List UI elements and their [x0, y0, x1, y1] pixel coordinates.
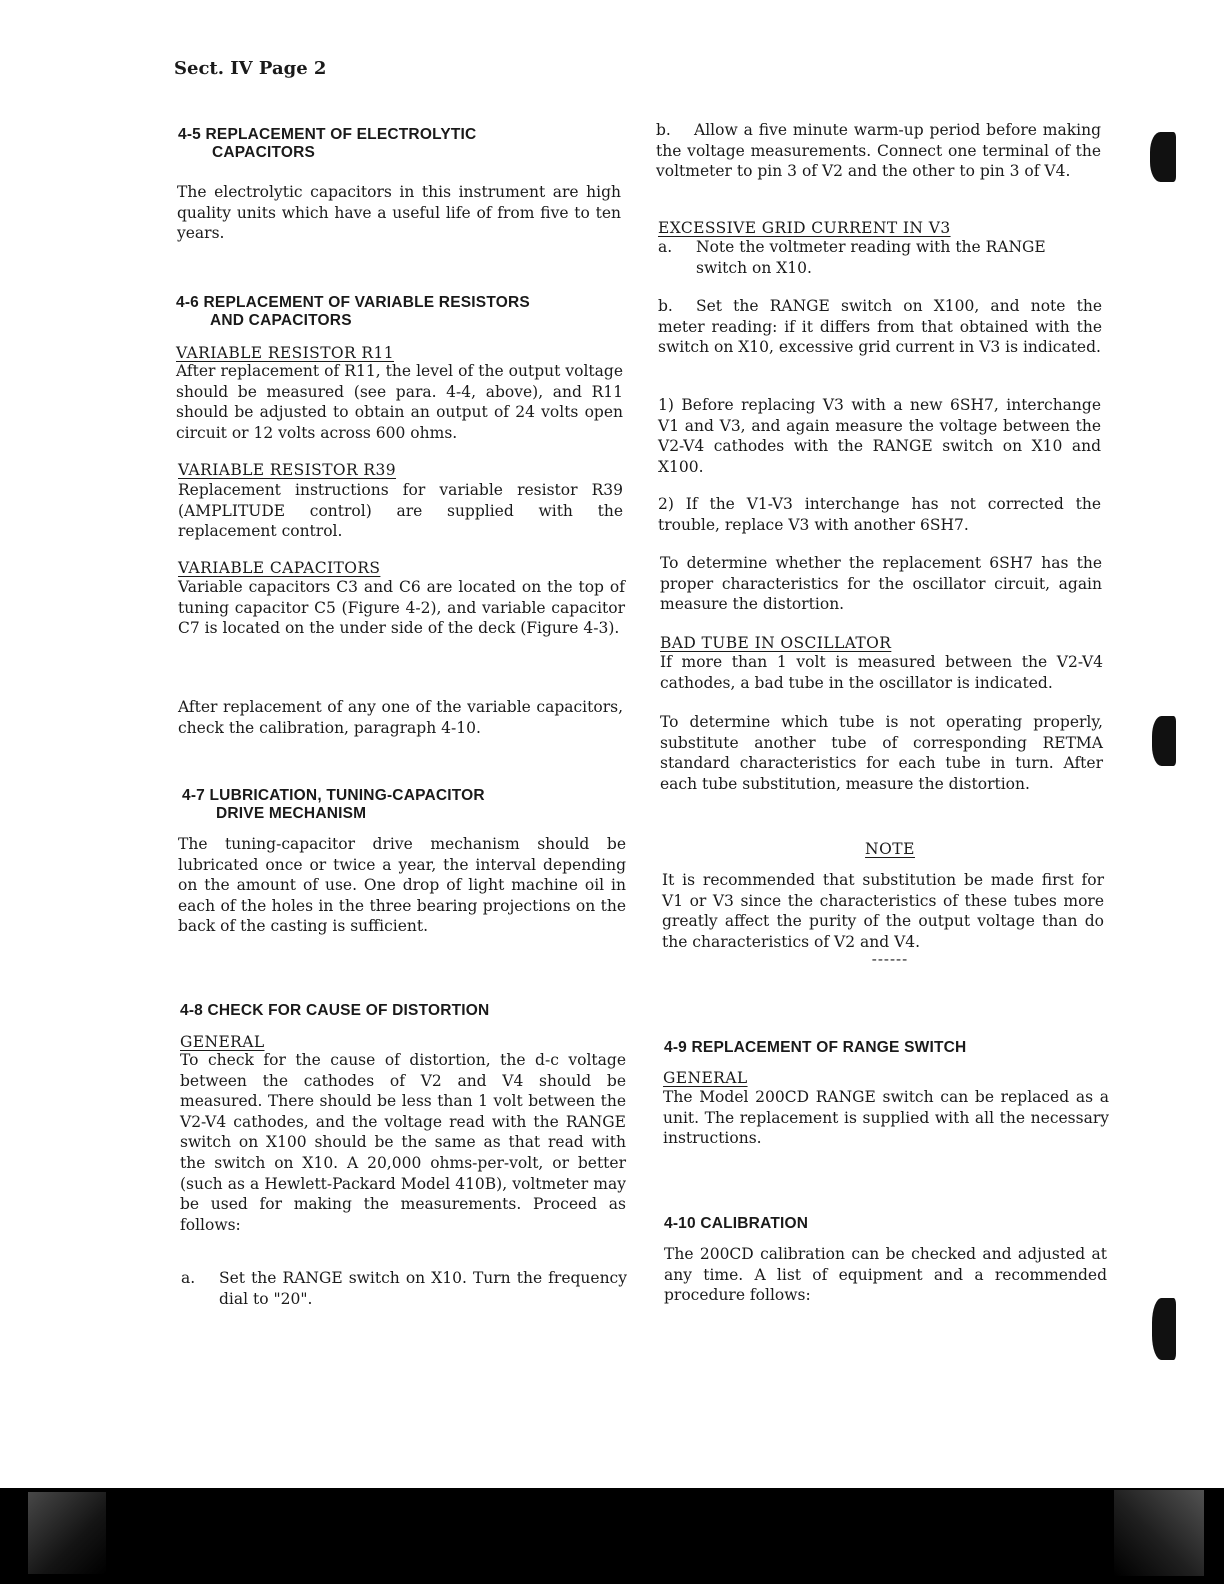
- grid-step-b-text: Set the RANGE switch on X100, and note the meter reading: if it differs from that obtained with the switch on X10, excessive grid current in V3 is indicated.: [658, 297, 1102, 357]
- heading-line-2: AND CAPACITORS: [210, 312, 352, 329]
- section-4-5-heading: [178, 126, 618, 162]
- grid-step-b: [658, 296, 1102, 358]
- section-4-10-body: The 200CD calibration can be checked and adjusted at any time. A list of equipment and a recommended procedure follows:: [664, 1245, 1107, 1305]
- subheading-variable-resistor-r11: VARIABLE RESISTOR R11: [176, 344, 395, 362]
- note-body: It is recommended that substitution be made first for V1 or V3 since the characteristics of these tubes more greatly affect the purity of the output voltage than do the characteristics of V2 and V4.: [662, 871, 1104, 951]
- bad-tube-paragraph-1: If more than 1 volt is measured between the V2-V4 cathodes, a bad tube in the oscillator is indicated.: [660, 653, 1103, 692]
- r11-paragraph: After replacement of R11, the level of the output voltage should be measured (see para. 4-4, above), and R11 should be adjusted to obtain an output of 24 volts open circuit or 12 volts across 600 ohms.: [176, 362, 623, 442]
- section-4-5-body: The electrolytic capacitors in this instrument are high quality units which have a useful life of from five to ten years.: [177, 183, 621, 243]
- heading-line-1: 4-5 REPLACEMENT OF ELECTROLYTIC: [178, 126, 477, 143]
- step-a-text: Set the RANGE switch on X10. Turn the frequency dial to "20".: [219, 1269, 627, 1308]
- r39-paragraph: Replacement instructions for variable resistor R39 (AMPLITUDE control) are supplied with the replacement control.: [178, 481, 623, 541]
- step-a-marker: a.: [181, 1269, 196, 1287]
- subheading-excessive-grid-current: EXCESSIVE GRID CURRENT IN V3: [658, 219, 951, 237]
- bad-tube-paragraph-2: To determine which tube is not operating properly, substitute another tube of corresponding RETMA standard characteristics for each tube in turn. After each tube substitution, measure the distortion.: [660, 713, 1103, 793]
- subheading-variable-resistor-r39: VARIABLE RESISTOR R39: [178, 461, 397, 479]
- binding-hole-mark-bottom: [1152, 1298, 1176, 1360]
- step-b-marker: b.: [656, 121, 671, 139]
- grid-paragraph-1: 1) Before replacing V3 with a new 6SH7, interchange V1 and V3, and again measure the voltage between the V2-V4 cathodes with the RANGE switch on X10 and X100.: [658, 396, 1101, 476]
- page-header: Sect. IV Page 2: [174, 58, 327, 79]
- calibration-reference-paragraph: After replacement of any one of the variable capacitors, check the calibration, paragraph 4-10.: [178, 698, 623, 737]
- grid-paragraph-2: 2) If the V1-V3 interchange has not corrected the trouble, replace V3 with another 6SH7.: [658, 495, 1101, 534]
- capacitors-paragraph: Variable capacitors C3 and C6 are located on the top of tuning capacitor C5 (Figure 4-2), and variable capacitor C7 is located on the under side of the deck (Figure 4-3).: [178, 578, 625, 638]
- section-4-9-heading: 4-9 REPLACEMENT OF RANGE SWITCH: [664, 1039, 967, 1056]
- step-b-text: Allow a five minute warm-up period before making the voltage measurements. Connect one terminal of the voltmeter to pin 3 of V2 and the other to pin 3 of V4.: [656, 121, 1101, 181]
- section-4-7-body: The tuning-capacitor drive mechanism should be lubricated once or twice a year, the interval depending on the amount of use. One drop of light machine oil in each of the holes in the three bearing projections on the back of the casting is sufficient.: [178, 835, 626, 936]
- grid-step-b-marker: b.: [658, 297, 673, 315]
- note-title: NOTE: [865, 840, 915, 858]
- step-a: [181, 1268, 627, 1309]
- heading-line-1: 4-6 REPLACEMENT OF VARIABLE RESISTORS: [176, 294, 530, 311]
- binding-hole-mark-top: [1150, 132, 1176, 182]
- heading-line-1: 4-7 LUBRICATION, TUNING-CAPACITOR: [182, 787, 485, 804]
- subheading-variable-capacitors: VARIABLE CAPACITORS: [178, 559, 381, 577]
- grid-step-a-marker: a.: [658, 238, 673, 256]
- subheading-bad-tube: BAD TUBE IN OSCILLATOR: [660, 634, 892, 652]
- subheading-general-4-9: GENERAL: [663, 1069, 748, 1087]
- section-4-6-heading: [176, 294, 616, 330]
- heading-line-2: CAPACITORS: [212, 144, 316, 161]
- section-4-8-heading: 4-8 CHECK FOR CAUSE OF DISTORTION: [180, 1002, 490, 1019]
- note-end-dashes: ------: [871, 950, 909, 968]
- grid-paragraph-3: To determine whether the replacement 6SH7 has the proper characteristics for the oscillator circuit, again measure the distortion.: [660, 554, 1102, 614]
- heading-line-2: DRIVE MECHANISM: [216, 805, 367, 822]
- section-4-10-heading: 4-10 CALIBRATION: [664, 1215, 809, 1232]
- grid-step-a-text: Note the voltmeter reading with the RANGE switch on X10.: [696, 238, 1046, 277]
- grid-step-a: [658, 237, 1100, 278]
- section-4-9-body: The Model 200CD RANGE switch can be replaced as a unit. The replacement is supplied with all the necessary instructions.: [663, 1088, 1109, 1148]
- binding-hole-mark-middle: [1152, 716, 1176, 766]
- step-b: [656, 120, 1101, 182]
- subheading-general: GENERAL: [180, 1033, 265, 1051]
- section-4-7-heading: [182, 787, 622, 823]
- section-4-8-body: To check for the cause of distortion, the d-c voltage between the cathodes of V2 and V4 should be measured. There should be less than 1 volt between the V2-V4 cathodes, and the voltage read with the RANGE switch on X100 should be the same as that read with the switch on X10. A 20,000 ohms-per-volt, or better (such as a Hewlett-Packard Model 410B), voltmeter may be used for making the measurements. Proceed as follows:: [180, 1051, 626, 1234]
- scan-bottom-edge: [0, 1488, 1224, 1584]
